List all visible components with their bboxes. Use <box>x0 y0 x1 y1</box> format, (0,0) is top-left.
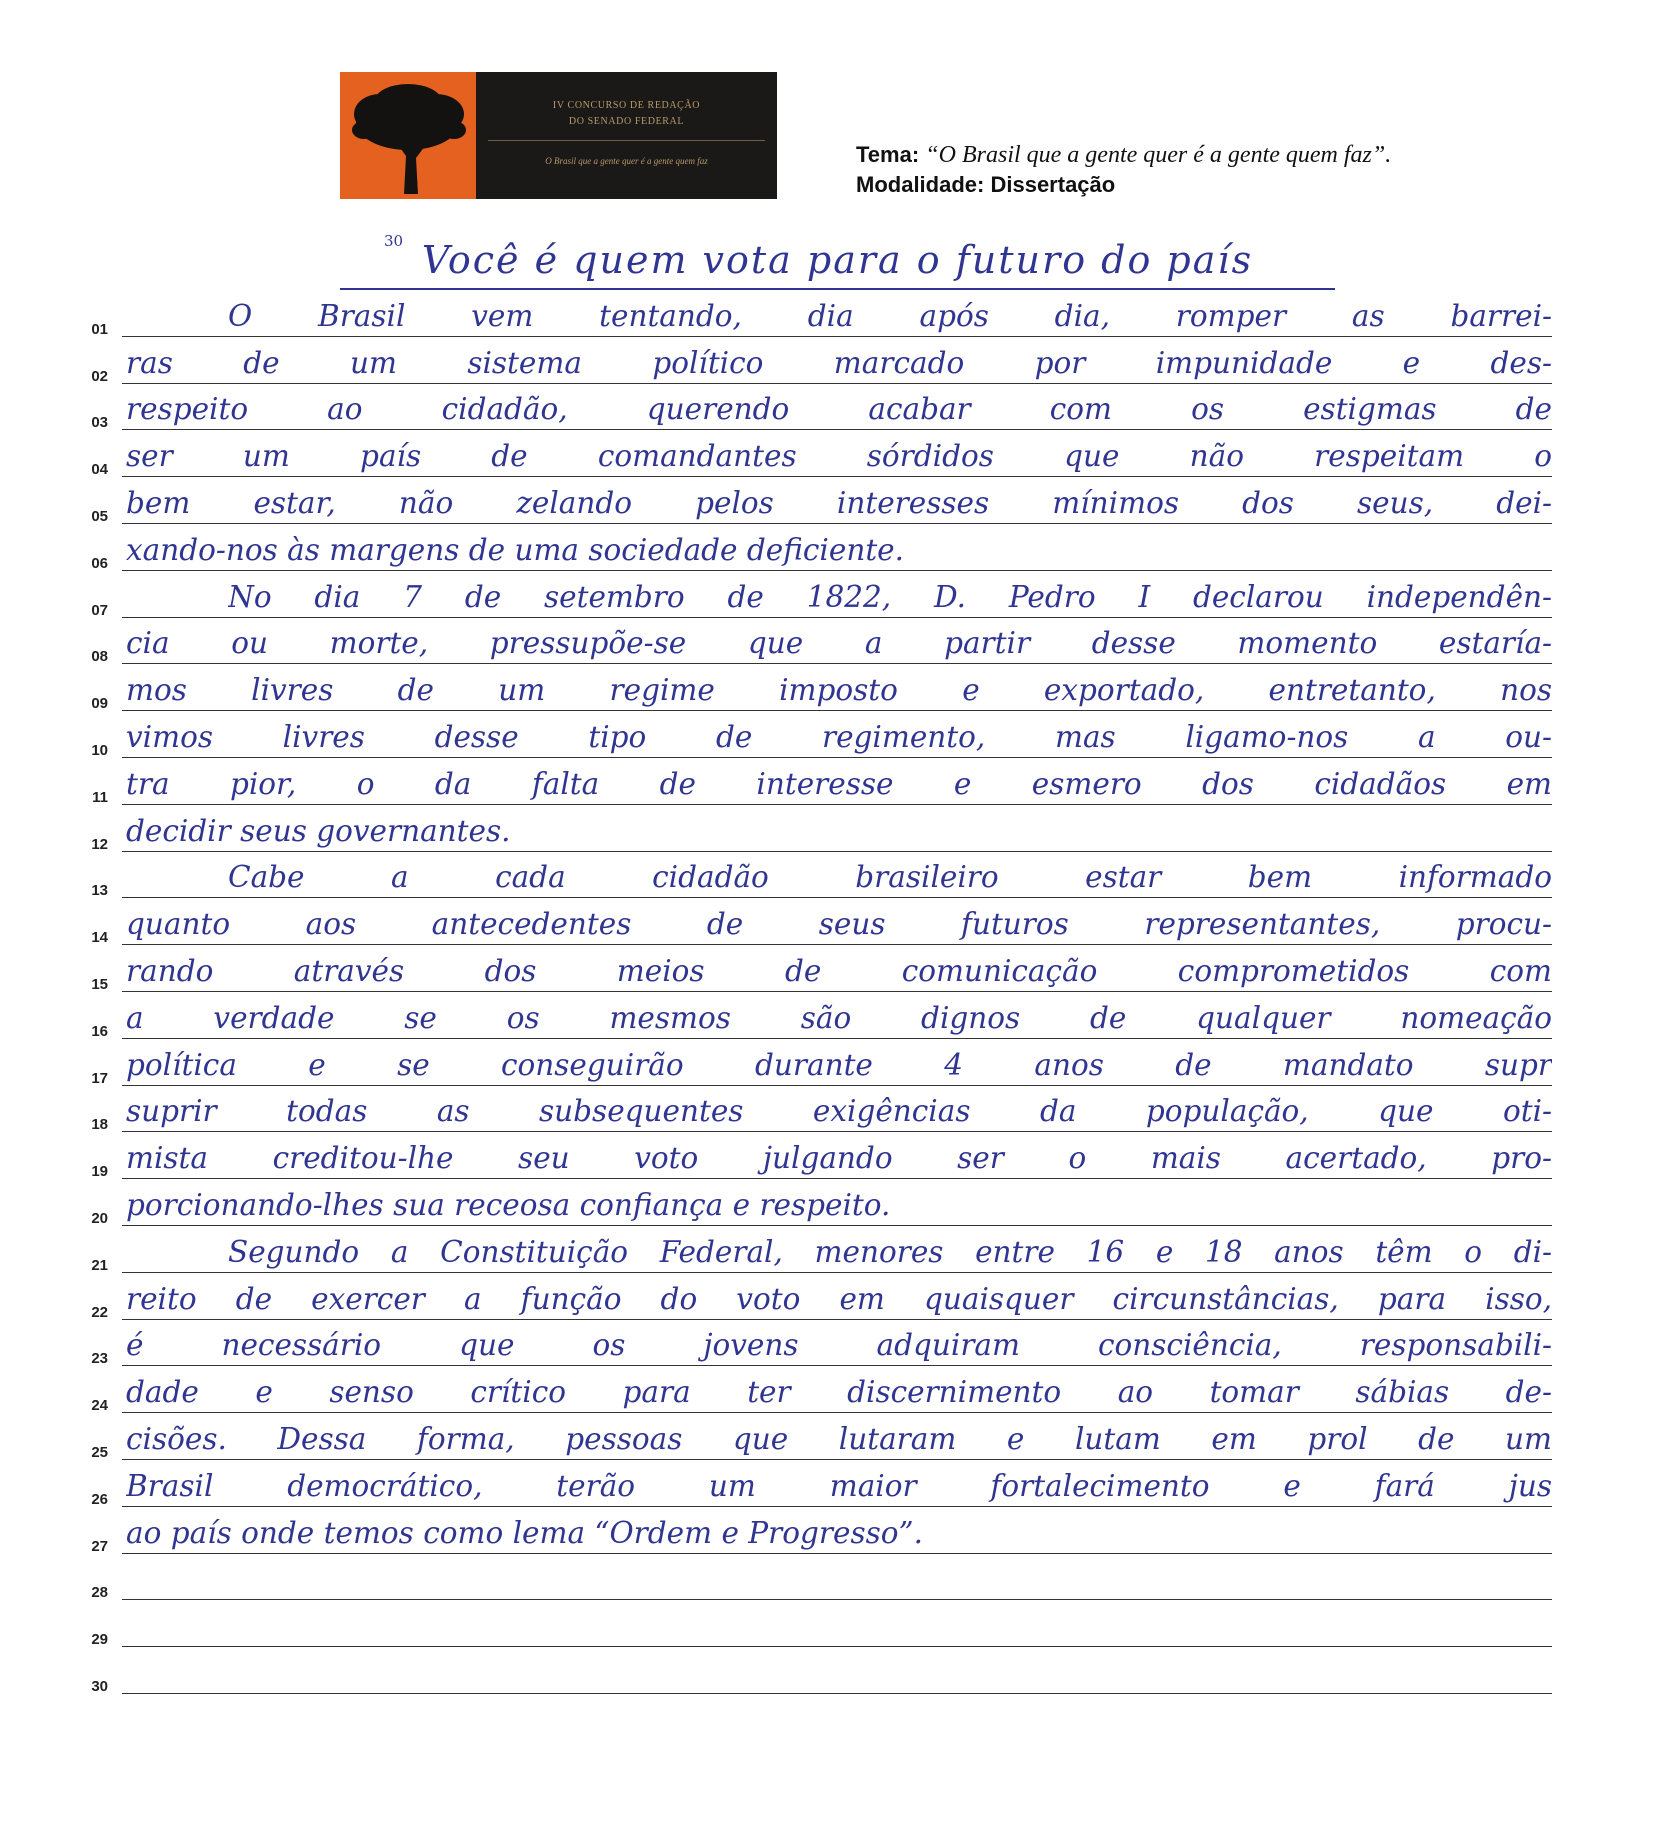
essay-line <box>78 341 1578 388</box>
theme-block <box>856 140 1391 199</box>
line-number: 15 <box>91 975 108 993</box>
essay-line <box>78 1230 1578 1277</box>
handwritten-text: é necessário que os jovens adquiram consciência, responsabili- <box>126 1328 1552 1363</box>
handwritten-text: O Brasil vem tentando, dia após dia, romper as barrei- <box>228 298 1552 333</box>
handwritten-text: porcionando-lhes sua receosa confiança e respeito. <box>126 1187 891 1222</box>
handwritten-text: ras de um sistema político marcado por impunidade e des- <box>126 345 1552 380</box>
line-number: 10 <box>91 741 108 759</box>
line-number: 13 <box>91 882 108 900</box>
handwritten-text: ser um país de comandantes sórdidos que não respeitam o <box>126 439 1552 474</box>
line-number: 08 <box>91 648 108 666</box>
line-rule <box>122 991 1552 992</box>
line-rule <box>122 1693 1552 1694</box>
essay-line <box>78 481 1578 528</box>
line-number: 09 <box>91 695 108 713</box>
line-number: 05 <box>91 507 108 525</box>
tree-logo-icon <box>340 72 476 199</box>
theme-label: Tema: <box>856 142 920 167</box>
line-number: 27 <box>91 1537 108 1555</box>
essay-line <box>78 622 1578 669</box>
essay-line <box>78 1324 1578 1371</box>
essay-line <box>78 996 1578 1043</box>
line-rule <box>122 1506 1552 1507</box>
line-number: 21 <box>91 1256 108 1274</box>
line-rule <box>122 1319 1552 1320</box>
line-number: 03 <box>91 414 108 432</box>
essay-line <box>78 1136 1578 1183</box>
contest-logo <box>340 72 777 199</box>
line-number: 23 <box>91 1350 108 1368</box>
handwritten-text: decidir seus governantes. <box>126 813 511 848</box>
handwritten-text: a verdade se os mesmos são dignos de qualquer nomeação <box>126 1000 1552 1035</box>
line-number: 06 <box>91 554 108 572</box>
line-rule <box>122 429 1552 430</box>
margin-mark: 30 <box>384 232 404 250</box>
essay-line <box>78 1558 1578 1605</box>
line-rule <box>122 1272 1552 1273</box>
line-number: 22 <box>91 1303 108 1321</box>
line-number: 02 <box>91 367 108 385</box>
essay-line <box>78 1043 1578 1090</box>
handwritten-text: cisões. Dessa forma, pessoas que lutaram e lutam em prol de um <box>126 1421 1552 1456</box>
line-number: 07 <box>91 601 108 619</box>
essay-line <box>78 715 1578 762</box>
ruled-lines <box>78 294 1578 1698</box>
essay-title-area <box>340 232 1335 294</box>
essay-line <box>78 1370 1578 1417</box>
handwritten-text: política e se conseguirão durante 4 anos de mandato supr <box>126 1047 1552 1082</box>
handwritten-text: mista creditou-lhe seu voto julgando ser o mais acertado, pro- <box>126 1141 1552 1176</box>
handwritten-text: Brasil democrático, terão um maior fortalecimento e fará jus <box>126 1468 1552 1503</box>
handwritten-text: Cabe a cada cidadão brasileiro estar bem informado <box>228 860 1552 895</box>
logo-divider <box>488 140 765 141</box>
line-rule <box>122 1365 1552 1366</box>
modality-value: Dissertação <box>990 172 1116 197</box>
line-rule <box>122 897 1552 898</box>
line-rule <box>122 1131 1552 1132</box>
handwritten-text: xando-nos às margens de uma sociedade deficiente. <box>126 532 905 567</box>
essay-line <box>78 902 1578 949</box>
handwritten-text: vimos livres desse tipo de regimento, mas ligamo-nos a ou- <box>126 719 1552 754</box>
line-rule <box>122 757 1552 758</box>
handwritten-text: reito de exercer a função do voto em quaisquer circunstâncias, para isso, <box>126 1281 1552 1316</box>
line-number: 14 <box>91 929 108 947</box>
handwritten-text: rando através dos meios de comunicação comprometidos com <box>126 953 1552 988</box>
line-rule <box>122 336 1552 337</box>
essay-line <box>78 856 1578 903</box>
essay-line <box>78 809 1578 856</box>
line-rule <box>122 523 1552 524</box>
line-number: 19 <box>91 1163 108 1181</box>
line-number: 17 <box>91 1069 108 1087</box>
theme-line <box>856 140 1391 170</box>
essay-line <box>78 949 1578 996</box>
essay-line <box>78 434 1578 481</box>
line-rule <box>122 383 1552 384</box>
line-number: 11 <box>92 788 108 806</box>
essay-line <box>78 1183 1578 1230</box>
line-rule <box>122 1646 1552 1647</box>
line-rule <box>122 617 1552 618</box>
essay-line <box>78 1511 1578 1558</box>
handwritten-text: respeito ao cidadão, querendo acabar com os estigmas de <box>126 392 1552 427</box>
line-number: 20 <box>91 1209 108 1227</box>
line-number: 28 <box>91 1584 108 1602</box>
theme-text: “O Brasil que a gente quer é a gente quem faz”. <box>925 142 1392 168</box>
line-rule <box>122 1599 1552 1600</box>
handwritten-text: No dia 7 de setembro de 1822, D. Pedro I declarou independên- <box>228 579 1552 614</box>
essay-line <box>78 1604 1578 1651</box>
line-number: 24 <box>91 1397 108 1415</box>
line-rule <box>122 851 1552 852</box>
line-rule <box>122 476 1552 477</box>
line-rule <box>122 1085 1552 1086</box>
title-underline <box>340 288 1335 290</box>
line-rule <box>122 570 1552 571</box>
modality-line <box>856 170 1391 199</box>
line-rule <box>122 1225 1552 1226</box>
line-rule <box>122 1038 1552 1039</box>
handwritten-text: ao país onde temos como lema “Ordem e Progresso”. <box>126 1515 923 1550</box>
line-number: 29 <box>91 1631 108 1649</box>
handwritten-text: dade e senso crítico para ter discernimento ao tomar sábias de- <box>126 1375 1552 1410</box>
handwritten-text: suprir todas as subsequentes exigências da população, que oti- <box>126 1094 1552 1129</box>
line-number: 18 <box>91 1116 108 1134</box>
logo-contest-name: IV CONCURSO DE REDAÇÃO <box>552 100 701 111</box>
line-rule <box>122 1412 1552 1413</box>
essay-line <box>78 1651 1578 1698</box>
essay-title: Você é quem vota para o futuro do país <box>421 238 1254 282</box>
line-rule <box>122 944 1552 945</box>
handwritten-text: tra pior, o da falta de interesse e esmero dos cidadãos em <box>126 766 1552 801</box>
line-number: 26 <box>91 1490 108 1508</box>
logo-slogan: O Brasil que a gente quer é a gente quem faz <box>545 156 708 166</box>
handwritten-text: Segundo a Constituição Federal, menores entre 16 e 18 anos têm o di- <box>228 1234 1552 1269</box>
line-rule <box>122 663 1552 664</box>
essay-line <box>78 1417 1578 1464</box>
essay-line <box>78 388 1578 435</box>
line-number: 01 <box>91 320 108 338</box>
logo-contest-org: DO SENADO FEDERAL <box>568 116 685 127</box>
line-number: 25 <box>91 1443 108 1461</box>
handwritten-text: cia ou morte, pressupõe-se que a partir desse momento estaría- <box>126 626 1552 661</box>
line-number: 30 <box>91 1677 108 1695</box>
line-rule <box>122 1178 1552 1179</box>
logo-text-panel <box>476 72 777 199</box>
line-rule <box>122 1553 1552 1554</box>
handwritten-text: mos livres de um regime imposto e exportado, entretanto, nos <box>126 673 1552 708</box>
line-rule <box>122 710 1552 711</box>
essay-line <box>78 1090 1578 1137</box>
essay-line <box>78 762 1578 809</box>
line-number: 04 <box>91 461 108 479</box>
line-rule <box>122 804 1552 805</box>
line-number: 16 <box>91 1022 108 1040</box>
handwritten-text: quanto aos antecedentes de seus futuros representantes, procu- <box>126 907 1552 942</box>
line-number: 12 <box>91 835 108 853</box>
handwritten-text: bem estar, não zelando pelos interesses mínimos dos seus, dei- <box>126 485 1552 520</box>
essay-line <box>78 294 1578 341</box>
essay-line <box>78 528 1578 575</box>
essay-line <box>78 1277 1578 1324</box>
modality-label: Modalidade: <box>856 172 985 197</box>
essay-line <box>78 575 1578 622</box>
essay-line <box>78 1464 1578 1511</box>
essay-line <box>78 668 1578 715</box>
line-rule <box>122 1459 1552 1460</box>
